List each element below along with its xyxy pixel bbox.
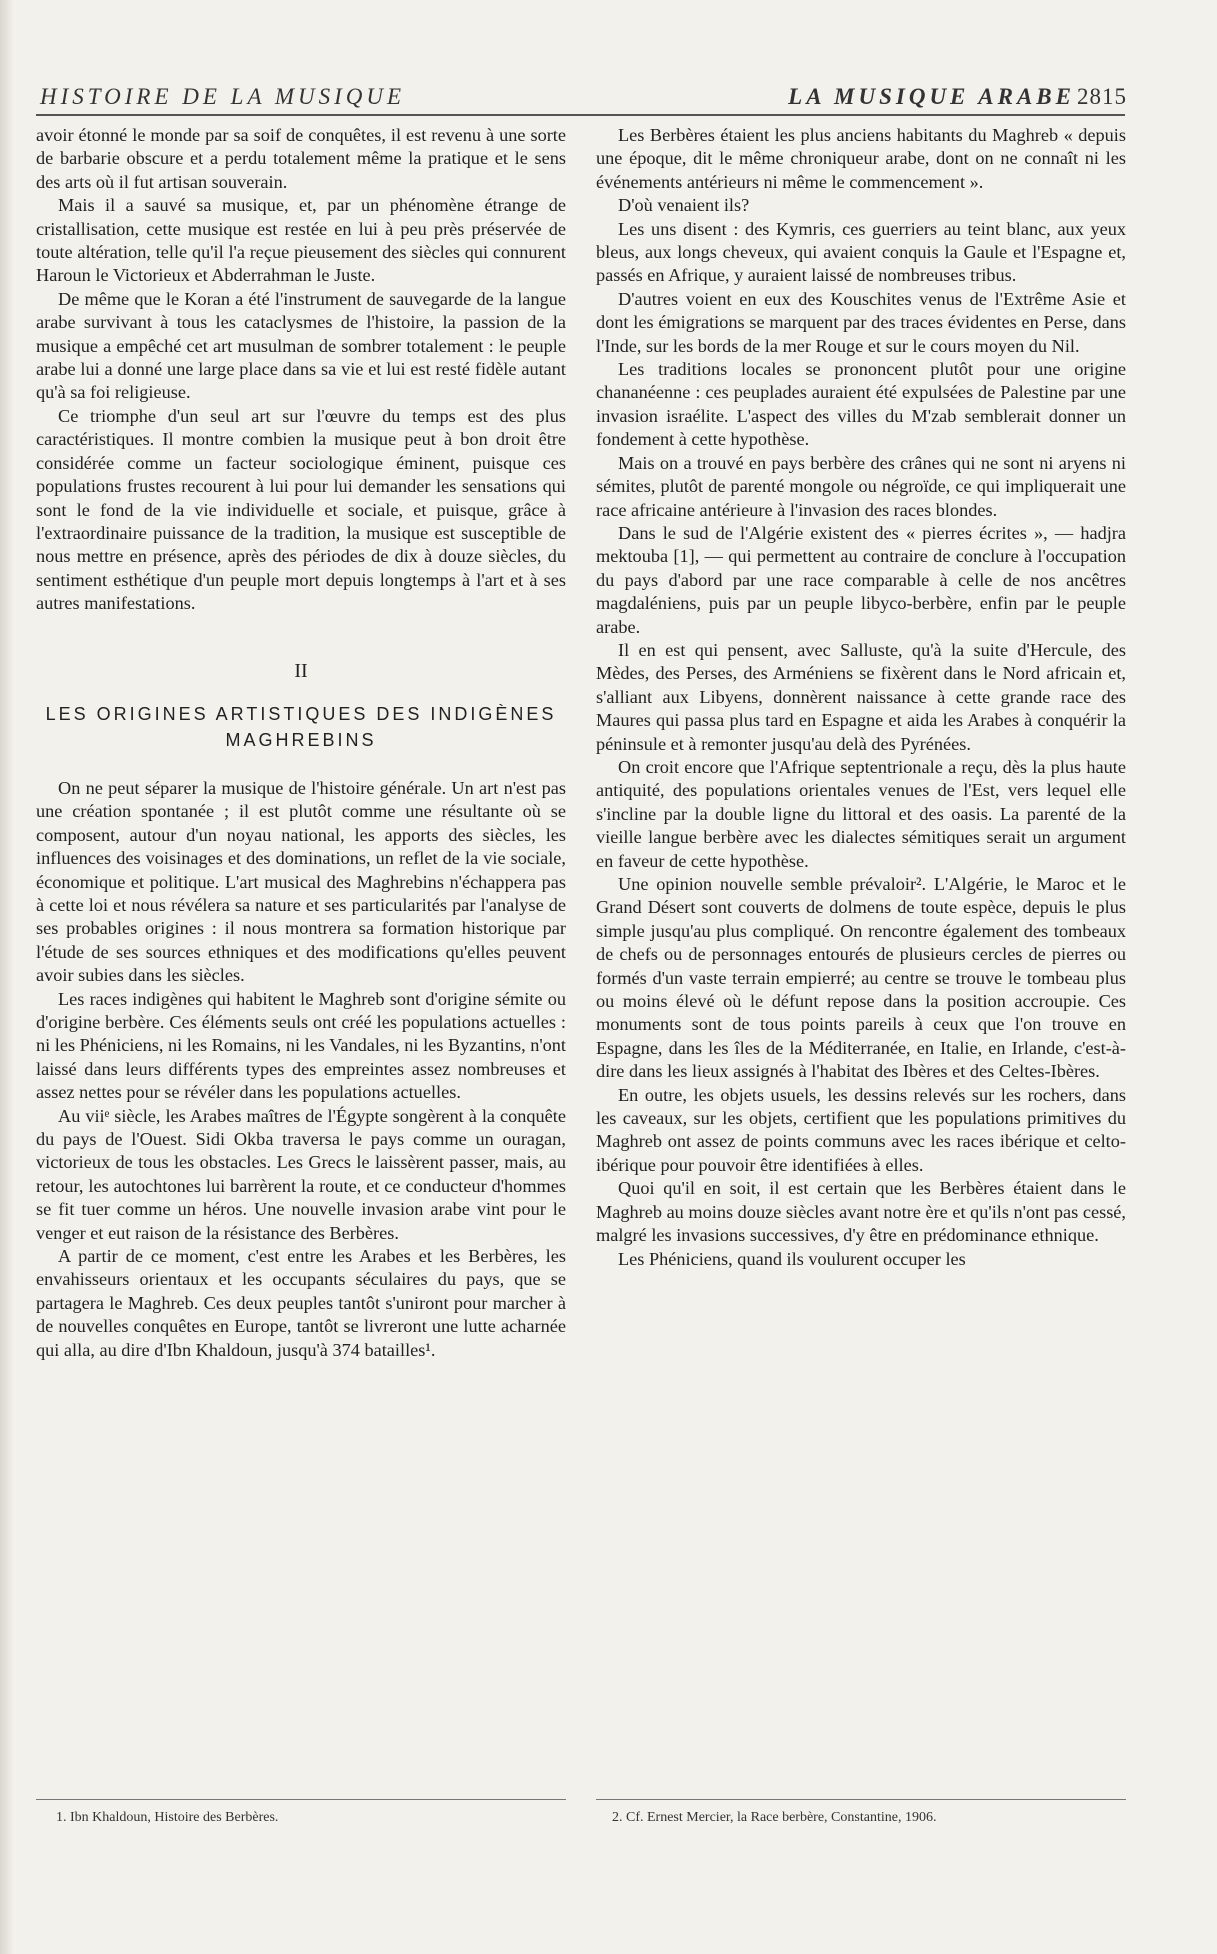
section-number: II (294, 659, 308, 682)
paragraph: avoir étonné le monde par sa soif de conquêtes, il est revenu à une sorte de barbarie obscure et a perdu totalement même la pratique et le sens des arts où il fut artisan souverain. (36, 125, 566, 192)
footnote-rule-left (36, 1799, 566, 1800)
page-number: 2815 (1077, 84, 1127, 109)
paragraph: En outre, les objets usuels, les dessins relevés sur les rochers, dans les caveaux, sur les objets, certifient que les populations primitives du Maghreb ont assez de points communs avec les races ibérique et celto-ibérique pour pouvoir être identifiées à elles. (596, 1084, 1126, 1175)
paragraph: Il en est qui pensent, avec Salluste, qu'à la suite d'Hercule, des Mèdes, des Perses, des Arméniens se fixèrent dans le Nord africain et, s'alliant aux Libyens, donnèrent naissance à cette grande race des Maures qui passa plus tard en Espagne et aida les Arabes à conquérir la péninsule et à remonter jusqu'au delà des Pyrénées. (596, 639, 1126, 754)
header-rule (36, 114, 1125, 116)
paragraph: On ne peut séparer la musique de l'histoire générale. Un art n'est pas une création spontanée ; il est plutôt comme une résultante où se composent, autour d'un noyau national, les apports des siècles, les influences des voisinages et des dominations, un reflet de la vie sociale, économique et politique. L'art musical des Maghrebins n'échappera pas à cette loi et nous révélera sa nature et ses particularités par l'analyse de ses probables origines : il nous montrera sa formation historique par l'étude de ses sources ethniques et des modifications qu'elles peuvent avoir subies dans les siècles. (36, 777, 566, 986)
paragraph: On croit encore que l'Afrique septentrionale a reçu, dès la plus haute antiquité, des populations orientales venues de l'Est, vers lequel elle s'incline par la double ligne du littoral et des oasis. La parenté de la vieille langue berbère avec les dialectes sémitiques serait un argument en faveur de cette hypothèse. (596, 756, 1126, 871)
section-title: LES ORIGINES ARTISTIQUES DES INDIGÈNES MAGHREBINS (45, 703, 557, 750)
paragraph: Les Berbères étaient les plus anciens habitants du Maghreb « depuis une époque, dit le même chroniqueur arabe, dont on ne connaît ni les événements antérieurs ni même le commencement ». (596, 125, 1126, 192)
left-column (36, 124, 566, 1362)
paragraph: Les traditions locales se prononcent plutôt pour une origine chananéenne : ces peuplades auraient été expulsées de Palestine par une invasion israélite. L'aspect des villes du M'zab semblerait donner un fondement à cette hypothèse. (596, 359, 1126, 450)
running-header (40, 84, 1125, 110)
header-left-title: HISTOIRE DE LA MUSIQUE (40, 84, 406, 109)
footnote-right: 2. Cf. Ernest Mercier, la Race berbère, Constantine, 1906. (612, 1810, 937, 1825)
paragraph: Les uns disent : des Kymris, ces guerriers au teint blanc, aux yeux bleus, aux longs cheveux, qui avaient conquis la Gaule et l'Espagne et, passés en Afrique, y auraient laissé de nombreuses tribus. (596, 218, 1126, 286)
paragraph: Mais on a trouvé en pays berbère des crânes qui ne sont ni aryens ni sémites, plutôt de parenté mongole ou négroïde, ce qui impliquerait une race africaine antérieure à l'invasion des races blondes. (596, 452, 1126, 520)
paragraph: D'autres voient en eux des Kouschites venus de l'Extrême Asie et dont les émigrations se marquent par des traces évidentes en Perse, dans l'Inde, sur les bords de la mer Rouge et sur le cours moyen du Nil. (596, 288, 1126, 356)
paragraph: Les races indigènes qui habitent le Maghreb sont d'origine sémite ou d'origine berbère. Ces éléments seuls ont créé les populations actuelles : ni les Phéniciens, ni les Romains, ni les Vandales, ni les Byzantins, n'ont laissé dans leurs différents types des empreintes assez nombreuses et assez nettes pour se révéler dans les populations actuelles. (36, 988, 567, 1103)
paragraph: Mais il a sauvé sa musique, et, par un phénomène étrange de cristallisation, cette musique est restée en lui à peu près préservée de toute altération, telle qu'il l'a reçue pieusement des siècles qui connurent Haroun le Victorieux et Abderrahman le Juste. (36, 195, 566, 286)
paragraph: Dans le sud de l'Algérie existent des « pierres écrites », — hadjra mektouba [1], — qui permettent au contraire de conclure à l'occupation du pays d'abord par une race comparable à celle de nos ancêtres magdaléniens, puis par un peuple libyco-berbère, enfin par le peuple arabe. (596, 522, 1126, 637)
paragraph: De même que le Koran a été l'instrument de sauvegarde de la langue arabe survivant à tous les cataclysmes de l'histoire, la passion de la musique a empêché cet art musulman de sombrer totalement : le peuple arabe lui a donné une large place dans sa vie et lui est resté fidèle autant qu'à sa foi religieuse. (36, 288, 566, 403)
header-right-title: LA MUSIQUE ARABE (788, 84, 1075, 109)
paragraph: Au viiᵉ siècle, les Arabes maîtres de l'Égypte songèrent à la conquête du pays de l'Ouest. Sidi Okba traversa le pays comme un ouragan, victorieux de tous les obstacles. Les Grecs le laissèrent passer, mais, au retour, les autochtones lui barrèrent la route, et ce conducteur d'hommes se fit tuer comme un héros. Une nouvelle invasion arabe vint pour le venger et eut raison de la résistance des Berbères. (36, 1105, 566, 1243)
paragraph: Une opinion nouvelle semble prévaloir². L'Algérie, le Maroc et le Grand Désert sont couverts de dolmens de toute espèce, depuis le plus simple jusqu'au plus compliqué. On rencontre également des tombeaux de chefs ou de personnages entourés de plusieurs cercles de pierres ou formés d'un vaste terrain empierré; au centre se trouve le tombeau plus ou moins élevé où le défunt repose dans la position accroupie. Ces monuments sont de tous points pareils à ceux que l'on trouve en Espagne, dans les îles de la Méditerranée, en Italie, en Irlande, c'est-à-dire dans les lieux assignés à l'habitat des Ibères et des Celtes-Ibères. (596, 874, 1126, 1082)
page-binding-shadow (0, 0, 14, 1954)
footnote-rule-right (596, 1799, 1126, 1800)
right-column (596, 124, 1126, 1271)
paragraph: Les Phéniciens, quand ils voulurent occuper les (618, 1248, 966, 1269)
paragraph: D'où venaient ils? (618, 195, 750, 216)
paragraph: Ce triomphe d'un seul art sur l'œuvre du temps est des plus caractéristiques. Il montre combien la musique peut à bon droit être considérée comme un facteur sociologique éminent, puisque ces populations frustes recourent à lui pour lui demander les sensations qui sont le fond de la vie individuelle et sociale, et puisque, grâce à l'extraordinaire puissance de la tradition, la musique est susceptible de nous mettre en présence, après des périodes de dix à douze siècles, du sentiment esthétique d'un peuple mort depuis longtemps à l'art et à ses autres manifestations. (36, 405, 566, 614)
paragraph: Quoi qu'il en soit, il est certain que les Berbères étaient dans le Maghreb au moins douze siècles avant notre ère et qu'ils n'ont pas cessé, malgré les invasions successives, d'y être en prédominance ethnique. (596, 1178, 1126, 1246)
footnote-left: 1. Ibn Khaldoun, Histoire des Berbères. (56, 1810, 279, 1825)
paragraph: A partir de ce moment, c'est entre les Arabes et les Berbères, les envahisseurs orientaux et les occupants séculaires du pays, que se partagera le Maghreb. Ces deux peuples tantôt s'uniront pour marcher à de nouvelles conquêtes en Europe, tantôt se livreront une lutte acharnée qui alla, au dire d'Ibn Khaldoun, jusqu'à 374 batailles¹. (36, 1246, 566, 1360)
